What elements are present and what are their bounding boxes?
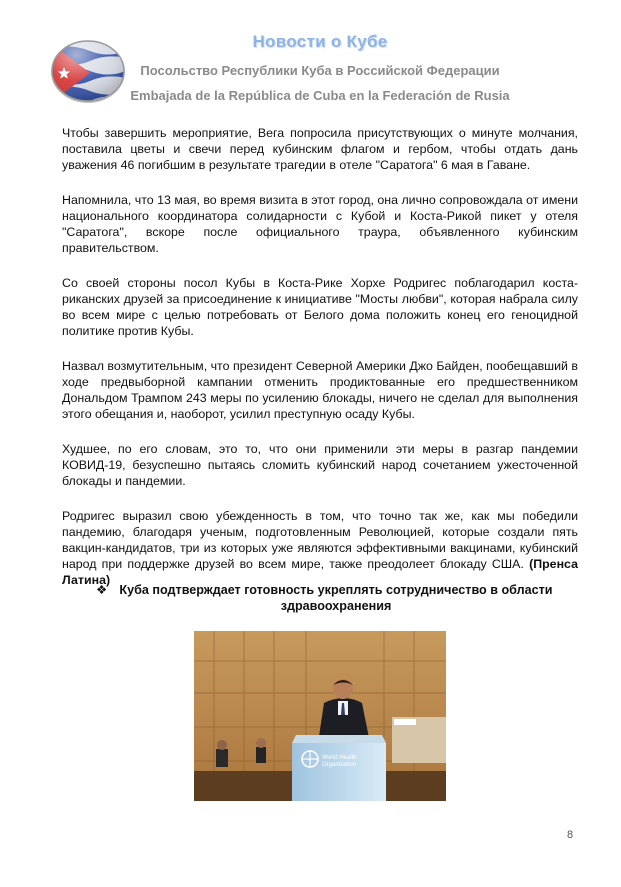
article-photo bbox=[194, 631, 446, 801]
podium-text-line2: Organization bbox=[322, 762, 357, 768]
article-body bbox=[62, 125, 578, 588]
article-paragraph-final bbox=[62, 508, 578, 588]
podium-text-line1: World Health bbox=[322, 755, 357, 761]
article-paragraph: Со своей стороны посол Кубы в Коста-Рике Хорхе Родригес поблагодарил коста-риканских друзей за присоединение к инициативе "Мосты любви", которая набрала силу во всем мире с целью потребовать от Белого дома положить конец его геноцидной политике против Кубы. bbox=[62, 276, 578, 338]
newsletter-title: Новости о Кубе bbox=[252, 32, 388, 51]
article-paragraph: Напомнила, что 13 мая, во время визита в этот город, она лично сопровождала от имени национального координатора солидарности с Кубой и Коста-Рикой пикет у отеля "Саратога", вскоре после официального траура, объявленного кубинским правительством. bbox=[62, 193, 578, 255]
diamond-bullet-icon: ❖ bbox=[96, 583, 108, 597]
article-paragraph: Чтобы завершить мероприятие, Вега попросила присутствующих о минуте молчания, поставила цветы и свечи перед кубинским флагом и гербом, чтобы отдать дань уважения 46 погибшим в результате трагедии в отеле "Саратога" 6 мая в Гаване. bbox=[62, 126, 578, 172]
embassy-name-russian: Посольство Республики Куба в Российской Федерации bbox=[140, 63, 500, 78]
article-paragraph: Худшее, по его словам, это то, что они применили эти меры в разгар пандемии КОВИД-19, безуспешно пытаясь сломить кубинский народ сочетанием ужесточенной блокады и пандемии. bbox=[62, 442, 578, 488]
news-source-credit: (Пренса Латина) bbox=[62, 557, 578, 587]
next-article-heading bbox=[96, 582, 576, 614]
page-number: 8 bbox=[567, 829, 574, 841]
final-paragraph-text: Родригес выразил свою убежденность в том, что точно так же, как мы победили пандемию, благодаря ученым, подготовленным Революцией, которые создали пять вакцин-кандидатов, три из которых уже являются эффективными вакцинами, кубинский народ при поддержке друзей во всем мире, также преодолеет блокаду США. bbox=[62, 509, 578, 571]
article-paragraph: Назвал возмутительным, что президент Северной Америки Джо Байден, пообещавший в ходе предвыборной кампании отменить продиктованные его предшественником Дональдом Трампом 243 меры по усилению блокады, ничего не сделал для выполнения этого обещания и, наоборот, усилил преступную осаду Кубы. bbox=[62, 359, 578, 421]
next-article-title: Куба подтверждает готовность укреплять сотрудничество в области здравоохранения bbox=[119, 583, 553, 613]
embassy-name-spanish: Embajada de la República de Cuba en la Federación de Rusia bbox=[130, 88, 510, 103]
